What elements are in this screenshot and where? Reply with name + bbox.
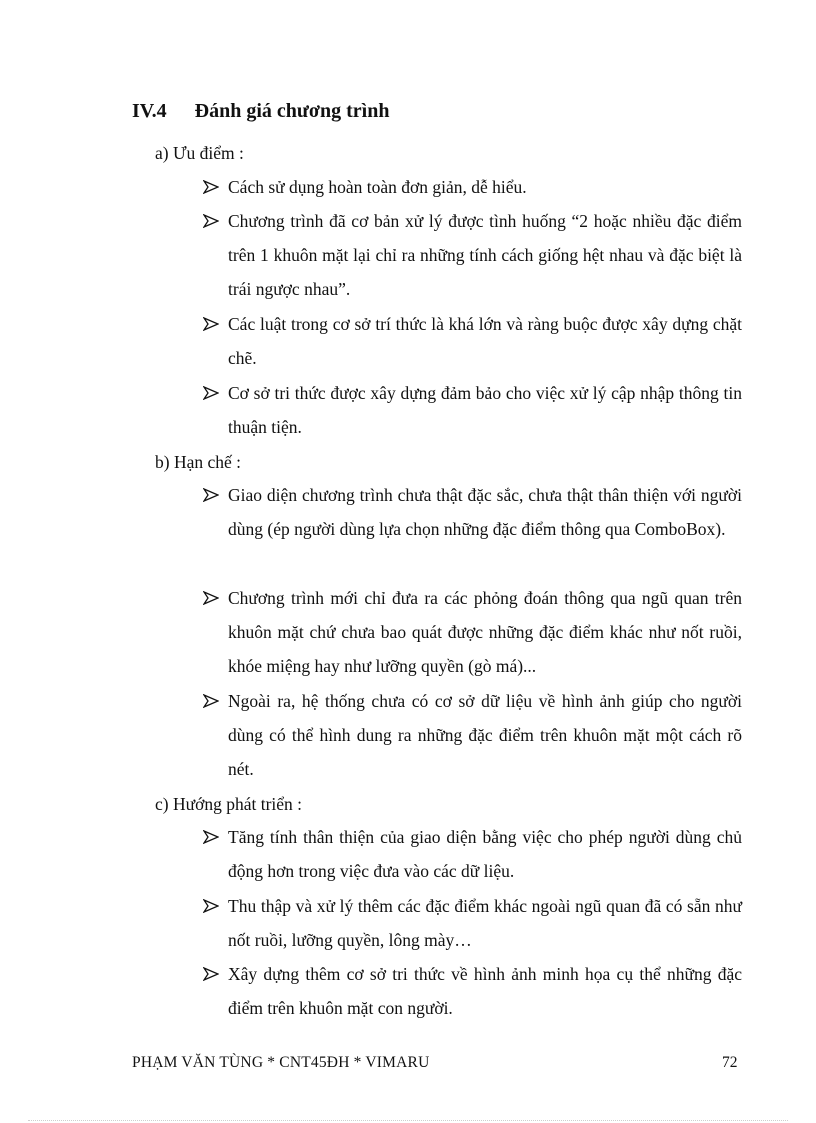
- arrow-bullet-icon: [202, 478, 222, 512]
- advantage-item: [202, 170, 742, 204]
- page-edge-divider: [28, 1120, 788, 1121]
- limitations-heading: b) Hạn chế :: [155, 452, 242, 472]
- limitation-item: [202, 478, 742, 546]
- section-heading: [132, 100, 389, 123]
- arrow-bullet-icon: [202, 889, 222, 923]
- arrow-bullet-icon: [202, 204, 222, 238]
- development-item: [202, 889, 742, 957]
- advantage-text: Chương trình đã cơ bản xử lý được tình huống “2 hoặc nhiều đặc điểm trên 1 khuôn mặt lại chỉ ra những tính cách giống hệt nhau và đặc biệt là trái ngược nhau”.: [228, 211, 742, 299]
- development-item: [202, 957, 742, 1025]
- footer-author: PHẠM VĂN TÙNG * CNT45ĐH * VIMARU: [132, 1054, 430, 1071]
- limitation-item: [202, 684, 742, 786]
- limitation-text: Giao diện chương trình chưa thật đặc sắc, chưa thật thân thiện với người dùng (ép người dùng lựa chọn những đặc điểm thông qua ComboBox).: [228, 485, 742, 539]
- advantages-heading: a) Ưu điểm :: [155, 143, 244, 163]
- advantage-text: Cơ sở tri thức được xây dựng đảm bảo cho việc xử lý cập nhập thông tin thuận tiện.: [228, 383, 742, 437]
- arrow-bullet-icon: [202, 376, 222, 410]
- limitation-text: Ngoài ra, hệ thống chưa có cơ sở dữ liệu về hình ảnh giúp cho người dùng có thể hình dung ra những đặc điểm trên khuôn mặt một cách rõ nét.: [228, 691, 742, 779]
- advantage-item: [202, 307, 742, 375]
- advantage-text: Các luật trong cơ sở trí thức là khá lớn và ràng buộc được xây dựng chặt chẽ.: [228, 314, 742, 368]
- arrow-bullet-icon: [202, 957, 222, 991]
- development-text: Tăng tính thân thiện của giao diện bằng việc cho phép người dùng chủ động hơn trong việc đưa vào các dữ liệu.: [228, 827, 742, 881]
- limitation-text: Chương trình mới chỉ đưa ra các phỏng đoán thông qua ngũ quan trên khuôn mặt chứ chưa bao quát được những đặc điểm khác như nốt ruồi, khóe miệng hay như lưỡng quyền (gò má)...: [228, 588, 742, 676]
- development-text: Xây dựng thêm cơ sở tri thức về hình ảnh minh họa cụ thể những đặc điểm trên khuôn mặt con người.: [228, 964, 742, 1018]
- arrow-bullet-icon: [202, 581, 222, 615]
- page-number: 72: [722, 1054, 738, 1071]
- development-item: [202, 820, 742, 888]
- advantage-item: [202, 204, 742, 306]
- section-title: Đánh giá chương trình: [194, 100, 390, 122]
- development-heading: c) Hướng phát triển :: [155, 794, 303, 814]
- section-number: IV.4: [132, 100, 167, 122]
- limitation-item: [202, 581, 742, 683]
- advantage-item: [202, 376, 742, 444]
- arrow-bullet-icon: [202, 820, 222, 854]
- arrow-bullet-icon: [202, 170, 222, 204]
- arrow-bullet-icon: [202, 307, 222, 341]
- development-text: Thu thập và xử lý thêm các đặc điểm khác ngoài ngũ quan đã có sẵn như nốt ruồi, lưỡng quyền, lông mày…: [228, 896, 742, 950]
- advantage-text: Cách sử dụng hoàn toàn đơn giản, dễ hiểu.: [228, 177, 527, 197]
- arrow-bullet-icon: [202, 684, 222, 718]
